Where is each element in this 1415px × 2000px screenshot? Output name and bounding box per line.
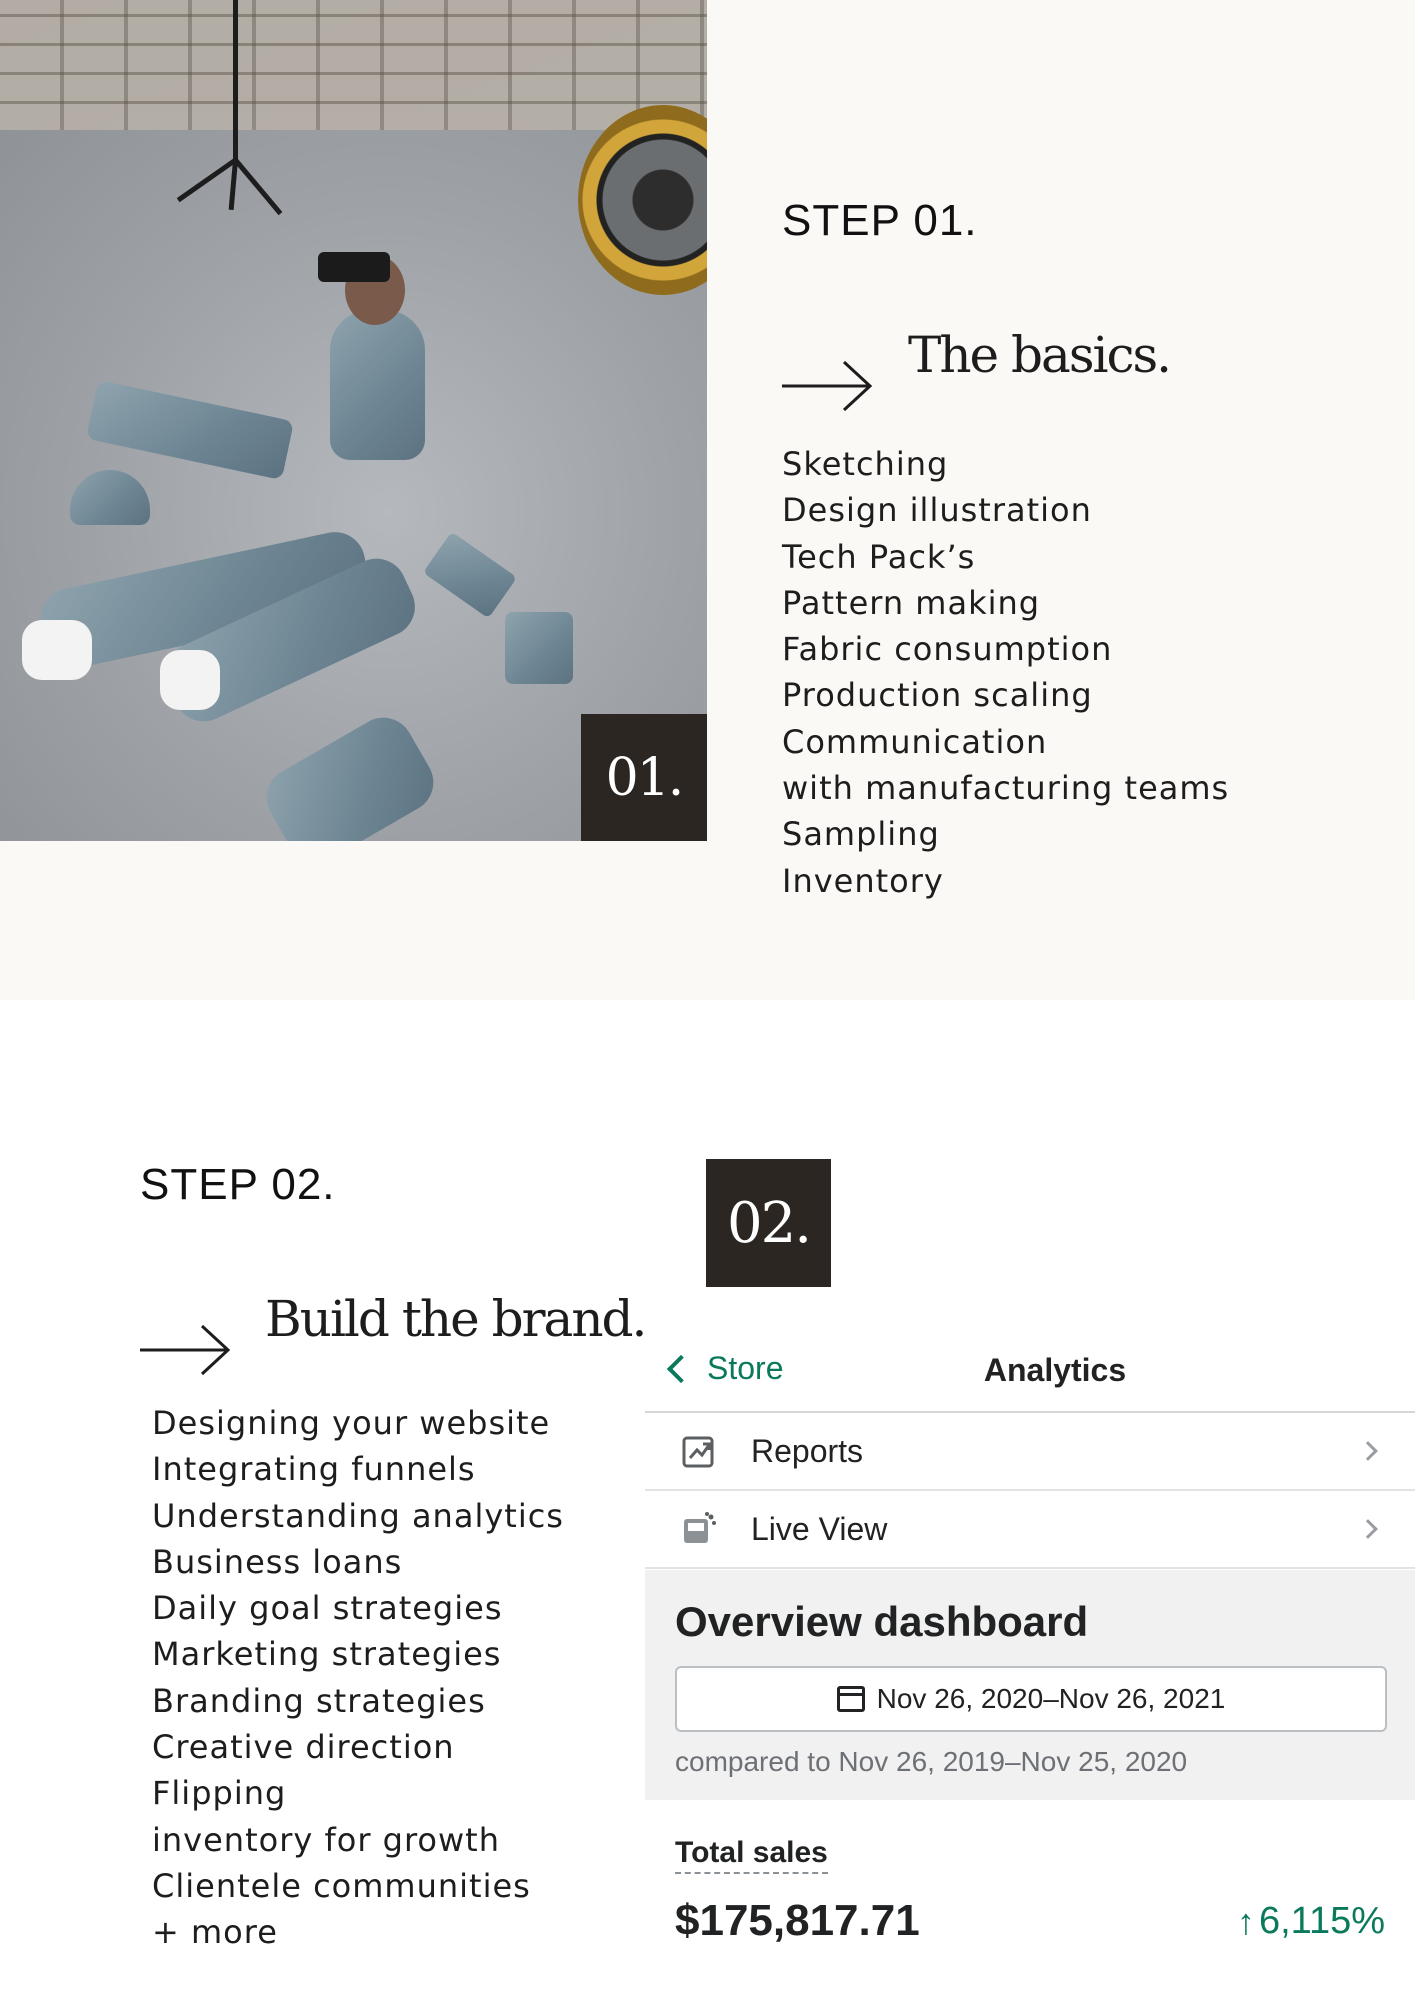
- reports-row[interactable]: [645, 1413, 1415, 1491]
- light-stand-pole: [233, 0, 238, 165]
- list-item: Production scaling: [782, 676, 1093, 715]
- overview-title: Overview dashboard: [675, 1598, 1089, 1645]
- step-02-badge: 02.: [706, 1159, 831, 1287]
- arrow-right-icon: [782, 358, 876, 414]
- chevron-right-icon: [1358, 1441, 1378, 1461]
- list-item: Communication: [782, 722, 1048, 761]
- growth-value: 6,115%: [1258, 1900, 1385, 1942]
- back-label: Store: [707, 1350, 784, 1386]
- list-item: Understanding analytics: [152, 1496, 564, 1535]
- list-item: Business loans: [152, 1542, 403, 1581]
- camera: [318, 252, 390, 282]
- list-item: Pattern making: [782, 583, 1041, 622]
- overview-panel: [645, 1570, 1415, 1800]
- step-01-title: STEP 01.: [782, 196, 978, 245]
- date-range-button[interactable]: [675, 1666, 1387, 1732]
- list-item: Branding strategies: [152, 1681, 486, 1720]
- list-item: Flipping: [152, 1774, 287, 1813]
- list-item: Integrating funnels: [152, 1450, 476, 1489]
- boot-left: [22, 620, 92, 680]
- analytics-screen: [645, 1330, 1415, 2000]
- step-02-title: STEP 02.: [140, 1160, 336, 1209]
- list-item: Marketing strategies: [152, 1635, 502, 1674]
- nav-bar: [645, 1330, 1415, 1413]
- chevron-right-icon: [1358, 1519, 1378, 1539]
- growth-indicator: [1237, 1900, 1385, 1943]
- list-item: Tech Pack’s: [782, 537, 976, 576]
- comparison-text: compared to Nov 26, 2019–Nov 25, 2020: [675, 1746, 1188, 1777]
- list-item: Fabric consumption: [782, 630, 1113, 669]
- reports-icon: [681, 1433, 717, 1469]
- list-item: with manufacturing teams: [782, 769, 1230, 808]
- list-item: Sampling: [782, 815, 940, 854]
- list-item: Sketching: [782, 445, 949, 483]
- calendar-icon: [837, 1686, 865, 1712]
- live-view-icon: [681, 1511, 717, 1547]
- step-02-subtitle: Build the brand.: [265, 1290, 646, 1348]
- list-item: Design illustration: [782, 491, 1092, 530]
- fashion-photo: [0, 0, 707, 841]
- live-view-row[interactable]: [645, 1491, 1415, 1569]
- list-item: Inventory: [782, 861, 944, 900]
- list-item: Clientele communities: [152, 1866, 531, 1905]
- step-02-list: [152, 1400, 564, 1956]
- date-range-label: Nov 26, 2020–Nov 26, 2021: [876, 1683, 1226, 1714]
- photo-brick-lines: [0, 0, 707, 130]
- garment-bag: [505, 612, 573, 684]
- arrow-right-icon: [140, 1322, 234, 1378]
- list-item: + more: [152, 1913, 278, 1952]
- page-title: Analytics: [983, 1352, 1127, 1388]
- total-sales-label[interactable]: Total sales: [675, 1836, 828, 1874]
- boot-right: [160, 650, 220, 710]
- list-item: Daily goal strategies: [152, 1589, 503, 1628]
- list-item: Designing your website: [152, 1404, 551, 1442]
- total-sales-value: $175,817.71: [675, 1896, 920, 1945]
- step-01-subtitle: The basics.: [908, 326, 1171, 384]
- arrow-up-icon: ↑: [1236, 1900, 1255, 1942]
- step-01-list: [782, 441, 1229, 904]
- list-item: inventory for growth: [152, 1820, 500, 1859]
- live-view-label: Live View: [751, 1510, 888, 1547]
- reports-label: Reports: [751, 1432, 864, 1469]
- list-item: Creative direction: [152, 1728, 455, 1767]
- step-01-badge: 01.: [581, 714, 707, 841]
- model-torso: [330, 310, 425, 460]
